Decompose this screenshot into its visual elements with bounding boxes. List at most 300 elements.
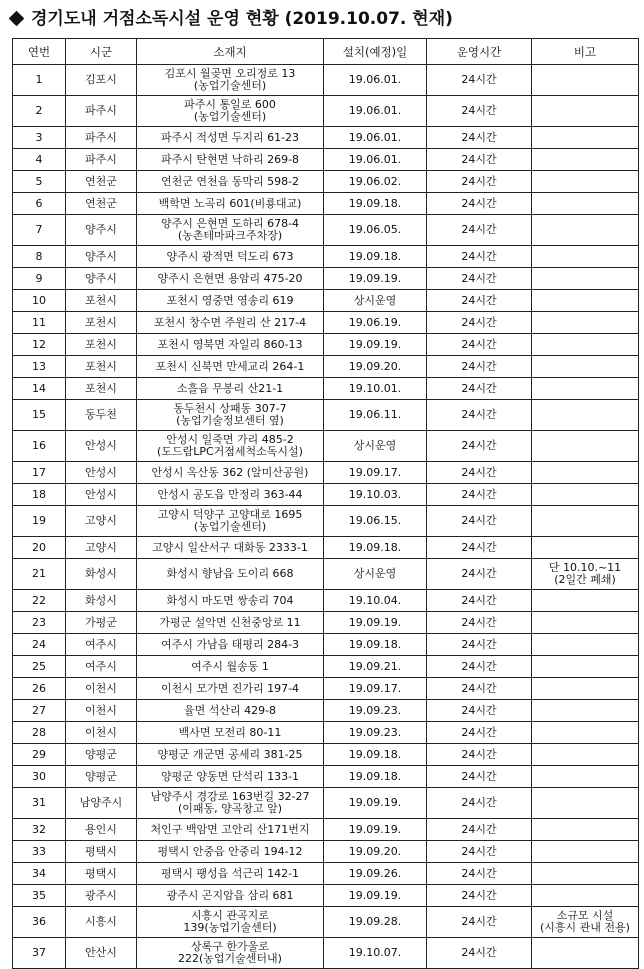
cell-address-line: (농업기술센터) (193, 520, 267, 533)
cell-date: 19.09.18. (324, 537, 427, 559)
cell-no: 35 (13, 885, 66, 907)
cell-address-line: 백사면 모전리 80-11 (178, 725, 282, 739)
cell-no: 24 (13, 634, 66, 656)
cell-address (137, 841, 324, 863)
cell-no: 20 (13, 537, 66, 559)
cell-hours: 24시간 (427, 612, 532, 634)
cell-address-line: 평택시 팽성읍 석근리 142-1 (160, 866, 300, 880)
cell-note (532, 312, 639, 334)
table-row (13, 400, 639, 431)
cell-address (137, 590, 324, 612)
cell-date: 19.09.23. (324, 722, 427, 744)
cell-city: 포천시 (66, 378, 137, 400)
cell-date: 19.09.20. (324, 356, 427, 378)
cell-address (137, 537, 324, 559)
cell-date: 19.06.01. (324, 149, 427, 171)
table-row (13, 612, 639, 634)
cell-note (532, 656, 639, 678)
cell-address-line: 소흘읍 무봉리 산21-1 (176, 381, 284, 395)
cell-note (532, 431, 639, 462)
cell-address (137, 290, 324, 312)
cell-note (532, 766, 639, 788)
table-row (13, 678, 639, 700)
cell-address-line: 광주시 곤지암읍 삼리 681 (166, 888, 294, 902)
cell-city: 고양시 (66, 537, 137, 559)
cell-address (137, 246, 324, 268)
cell-no: 8 (13, 246, 66, 268)
cell-address-line: 가평군 설악면 신천중앙로 11 (159, 615, 301, 629)
cell-hours: 24시간 (427, 907, 532, 938)
cell-date: 19.10.04. (324, 590, 427, 612)
cell-date: 19.09.18. (324, 744, 427, 766)
cell-date: 19.09.28. (324, 907, 427, 938)
cell-hours: 24시간 (427, 656, 532, 678)
cell-hours: 24시간 (427, 559, 532, 590)
cell-city: 이천시 (66, 722, 137, 744)
cell-note (532, 400, 639, 431)
cell-address (137, 462, 324, 484)
cell-address (137, 863, 324, 885)
cell-note-line: (2일간 폐쇄) (554, 573, 616, 586)
cell-no: 28 (13, 722, 66, 744)
cell-city: 양평군 (66, 744, 137, 766)
table-row (13, 215, 639, 246)
cell-address (137, 400, 324, 431)
cell-city: 가평군 (66, 612, 137, 634)
cell-no: 12 (13, 334, 66, 356)
cell-city: 고양시 (66, 506, 137, 537)
table-row (13, 938, 639, 969)
cell-address-line: 평택시 안중읍 안중리 194-12 (157, 844, 303, 858)
cell-no: 19 (13, 506, 66, 537)
cell-date: 19.09.19. (324, 885, 427, 907)
cell-date: 19.06.19. (324, 312, 427, 334)
cell-address-line: 파주시 통일로 600 (184, 98, 276, 111)
cell-city: 김포시 (66, 65, 137, 96)
cell-city: 평택시 (66, 841, 137, 863)
table-row (13, 841, 639, 863)
cell-address-line: 고양시 일산서구 대화동 2333-1 (152, 540, 308, 554)
cell-address-line: 율면 석산리 429-8 (183, 703, 277, 717)
cell-address (137, 819, 324, 841)
cell-no: 32 (13, 819, 66, 841)
cell-city: 포천시 (66, 312, 137, 334)
cell-date: 19.09.18. (324, 766, 427, 788)
cell-hours: 24시간 (427, 678, 532, 700)
cell-address (137, 149, 324, 171)
cell-date: 19.10.07. (324, 938, 427, 969)
cell-note (532, 378, 639, 400)
cell-address (137, 938, 324, 969)
cell-city: 파주시 (66, 96, 137, 127)
table-row (13, 722, 639, 744)
cell-address (137, 193, 324, 215)
cell-address-line: 양주시 은현면 용암리 475-20 (157, 271, 303, 285)
cell-hours: 24시간 (427, 65, 532, 96)
cell-address-line: 연천군 연천읍 동막리 598-2 (160, 174, 300, 188)
cell-address-line: 처인구 백암면 고안리 산171번지 (150, 822, 310, 836)
cell-city: 남양주시 (66, 788, 137, 819)
cell-date: 19.09.18. (324, 246, 427, 268)
cell-note (532, 149, 639, 171)
cell-hours: 24시간 (427, 127, 532, 149)
cell-city: 양주시 (66, 215, 137, 246)
cell-address (137, 378, 324, 400)
cell-city: 광주시 (66, 885, 137, 907)
cell-hours: 24시간 (427, 378, 532, 400)
cell-no: 1 (13, 65, 66, 96)
cell-city: 연천군 (66, 171, 137, 193)
cell-hours: 24시간 (427, 431, 532, 462)
cell-hours: 24시간 (427, 462, 532, 484)
cell-no: 11 (13, 312, 66, 334)
cell-address-line: 파주시 탄현면 낙하리 269-8 (160, 152, 300, 166)
cell-no: 25 (13, 656, 66, 678)
cell-city: 용인시 (66, 819, 137, 841)
table-row (13, 537, 639, 559)
cell-no: 7 (13, 215, 66, 246)
cell-hours: 24시간 (427, 246, 532, 268)
cell-date: 상시운영 (324, 431, 427, 462)
facility-table (12, 38, 639, 969)
cell-address-line: 양주시 은현면 도하리 678-4 (160, 217, 300, 230)
cell-no: 31 (13, 788, 66, 819)
table-row (13, 149, 639, 171)
cell-note (532, 885, 639, 907)
cell-address (137, 766, 324, 788)
cell-no: 10 (13, 290, 66, 312)
cell-address-line: (농업기술센터) (193, 110, 267, 123)
diamond-bullet-icon (9, 10, 25, 26)
cell-address-line: 화성시 향남읍 도이리 668 (166, 567, 294, 580)
cell-hours: 24시간 (427, 537, 532, 559)
cell-address-line: (도드람LPC거점세척소독시설) (157, 445, 303, 458)
cell-city: 이천시 (66, 700, 137, 722)
cell-date: 19.09.18. (324, 634, 427, 656)
cell-address (137, 612, 324, 634)
cell-hours: 24시간 (427, 744, 532, 766)
cell-address-line: 양평군 양동면 단석리 133-1 (160, 769, 300, 783)
table-row (13, 700, 639, 722)
cell-note (532, 334, 639, 356)
cell-no: 23 (13, 612, 66, 634)
cell-no: 13 (13, 356, 66, 378)
cell-note (532, 268, 639, 290)
cell-address-line: 화성시 마도면 쌍송리 704 (166, 593, 294, 607)
cell-city: 포천시 (66, 290, 137, 312)
cell-hours: 24시간 (427, 149, 532, 171)
cell-date: 19.06.05. (324, 215, 427, 246)
cell-date: 19.09.21. (324, 656, 427, 678)
cell-address-line: (농업기술정보센터 옆) (176, 414, 284, 427)
cell-date: 19.09.19. (324, 268, 427, 290)
cell-city: 화성시 (66, 590, 137, 612)
cell-hours: 24시간 (427, 819, 532, 841)
cell-hours: 24시간 (427, 885, 532, 907)
cell-hours: 24시간 (427, 484, 532, 506)
cell-address-line: (농촌테마파크주차장) (177, 229, 283, 242)
cell-hours: 24시간 (427, 766, 532, 788)
cell-address-line: 안성시 공도읍 만정리 363-44 (157, 487, 303, 501)
cell-note-line: (시흥시 관내 전용) (540, 921, 630, 934)
cell-note (532, 819, 639, 841)
cell-date: 19.09.23. (324, 700, 427, 722)
cell-address-line: (농업기술센터) (193, 79, 267, 92)
cell-address-line: 백학면 노곡리 601(비룡대교) (158, 196, 302, 210)
cell-city: 양주시 (66, 246, 137, 268)
cell-note (532, 590, 639, 612)
cell-address-line: 222(농업기술센터내) (178, 952, 282, 965)
cell-address (137, 700, 324, 722)
cell-address (137, 334, 324, 356)
column-header-note: 비고 (532, 39, 639, 65)
table-row (13, 378, 639, 400)
cell-hours: 24시간 (427, 634, 532, 656)
table-row (13, 484, 639, 506)
cell-date: 19.06.01. (324, 96, 427, 127)
cell-address-line: 김포시 월곶면 오리정로 13 (164, 67, 296, 80)
cell-no: 18 (13, 484, 66, 506)
table-row (13, 290, 639, 312)
table-row (13, 590, 639, 612)
cell-date: 19.06.01. (324, 65, 427, 96)
cell-hours: 24시간 (427, 96, 532, 127)
cell-no: 37 (13, 938, 66, 969)
cell-city: 파주시 (66, 127, 137, 149)
cell-address (137, 215, 324, 246)
cell-note (532, 356, 639, 378)
cell-hours: 24시간 (427, 268, 532, 290)
page-title-text: 경기도내 거점소독시설 운영 현황 (2019.10.07. 현재) (31, 9, 453, 29)
cell-address-line: 이천시 모가면 진가리 197-4 (160, 681, 300, 695)
column-header-no: 연번 (13, 39, 66, 65)
cell-no: 22 (13, 590, 66, 612)
cell-no: 30 (13, 766, 66, 788)
table-row (13, 559, 639, 590)
cell-date: 19.09.17. (324, 678, 427, 700)
cell-address (137, 788, 324, 819)
cell-address (137, 907, 324, 938)
cell-no: 14 (13, 378, 66, 400)
cell-city: 여주시 (66, 656, 137, 678)
cell-address (137, 506, 324, 537)
table-header-row (13, 39, 639, 65)
cell-address-line: 상록구 한가울로 (191, 940, 269, 953)
cell-address-line: 시흥시 관곡지로 (191, 909, 269, 922)
cell-address (137, 127, 324, 149)
cell-date: 19.06.11. (324, 400, 427, 431)
cell-address (137, 171, 324, 193)
cell-note (532, 938, 639, 969)
cell-hours: 24시간 (427, 938, 532, 969)
cell-date: 상시운영 (324, 559, 427, 590)
column-header-address: 소재지 (137, 39, 324, 65)
cell-address (137, 656, 324, 678)
cell-no: 15 (13, 400, 66, 431)
cell-address (137, 268, 324, 290)
table-row (13, 246, 639, 268)
cell-date: 19.10.01. (324, 378, 427, 400)
table-row (13, 766, 639, 788)
column-header-hours: 운영시간 (427, 39, 532, 65)
cell-address (137, 484, 324, 506)
cell-city: 안성시 (66, 462, 137, 484)
cell-address-line: 양주시 광적면 덕도리 673 (166, 249, 294, 263)
table-row (13, 819, 639, 841)
cell-no: 3 (13, 127, 66, 149)
cell-note (532, 907, 639, 938)
cell-city: 포천시 (66, 334, 137, 356)
cell-no: 34 (13, 863, 66, 885)
cell-city: 양주시 (66, 268, 137, 290)
table-row (13, 656, 639, 678)
cell-address (137, 744, 324, 766)
cell-address-line: 여주시 가남읍 태평리 284-3 (160, 637, 300, 651)
cell-address-line: 안성시 옥산동 362 (알미산공원) (151, 465, 309, 479)
cell-address-line: 포천시 창수면 주원리 산 217-4 (153, 315, 307, 329)
cell-note (532, 171, 639, 193)
cell-address-line: (이패동, 양곡창고 앞) (177, 802, 283, 815)
cell-note (532, 290, 639, 312)
cell-date: 상시운영 (324, 290, 427, 312)
cell-note (532, 700, 639, 722)
table-row (13, 863, 639, 885)
cell-hours: 24시간 (427, 722, 532, 744)
cell-date: 19.09.17. (324, 462, 427, 484)
table-row (13, 127, 639, 149)
column-header-city: 시군 (66, 39, 137, 65)
table-row (13, 65, 639, 96)
cell-hours: 24시간 (427, 863, 532, 885)
cell-no: 26 (13, 678, 66, 700)
cell-hours: 24시간 (427, 171, 532, 193)
cell-address-line: 여주시 월송동 1 (191, 659, 269, 673)
cell-city: 포천시 (66, 356, 137, 378)
cell-note (532, 744, 639, 766)
cell-address (137, 885, 324, 907)
cell-no: 9 (13, 268, 66, 290)
cell-note (532, 193, 639, 215)
cell-note-line: 소규모 시설 (556, 909, 614, 922)
cell-no: 33 (13, 841, 66, 863)
cell-no: 29 (13, 744, 66, 766)
cell-note (532, 863, 639, 885)
cell-no: 21 (13, 559, 66, 590)
cell-note (532, 634, 639, 656)
cell-no: 27 (13, 700, 66, 722)
cell-note (532, 462, 639, 484)
table-row (13, 885, 639, 907)
cell-note (532, 841, 639, 863)
cell-address-line: 동두천시 상패동 307-7 (173, 402, 287, 415)
cell-no: 2 (13, 96, 66, 127)
cell-hours: 24시간 (427, 215, 532, 246)
cell-city: 평택시 (66, 863, 137, 885)
cell-date: 19.09.19. (324, 788, 427, 819)
cell-date: 19.09.18. (324, 193, 427, 215)
cell-city: 이천시 (66, 678, 137, 700)
cell-address (137, 96, 324, 127)
cell-note (532, 215, 639, 246)
cell-address-line: 양평군 개군면 공세리 381-25 (157, 747, 303, 761)
cell-note (532, 559, 639, 590)
cell-hours: 24시간 (427, 193, 532, 215)
cell-note (532, 506, 639, 537)
table-row (13, 171, 639, 193)
cell-city: 안산시 (66, 938, 137, 969)
cell-city: 양평군 (66, 766, 137, 788)
cell-city: 화성시 (66, 559, 137, 590)
cell-address-line: 남양주시 경강로 163번길 32-27 (150, 790, 310, 803)
cell-note (532, 246, 639, 268)
cell-date: 19.09.20. (324, 841, 427, 863)
cell-address-line: 파주시 적성면 두지리 61-23 (160, 130, 300, 144)
page-title (8, 4, 453, 34)
cell-city: 동두천 (66, 400, 137, 431)
cell-note (532, 96, 639, 127)
cell-date: 19.06.15. (324, 506, 427, 537)
cell-no: 6 (13, 193, 66, 215)
cell-address (137, 722, 324, 744)
table-row (13, 431, 639, 462)
table-row (13, 506, 639, 537)
cell-hours: 24시간 (427, 290, 532, 312)
table-row (13, 312, 639, 334)
cell-note (532, 678, 639, 700)
cell-no: 36 (13, 907, 66, 938)
cell-address (137, 559, 324, 590)
cell-date: 19.09.26. (324, 863, 427, 885)
cell-address (137, 312, 324, 334)
cell-address (137, 356, 324, 378)
cell-hours: 24시간 (427, 700, 532, 722)
cell-note (532, 65, 639, 96)
cell-address (137, 431, 324, 462)
cell-city: 여주시 (66, 634, 137, 656)
table-row (13, 634, 639, 656)
cell-address-line: 포천시 영북면 자일리 860-13 (157, 337, 303, 351)
cell-date: 19.06.01. (324, 127, 427, 149)
cell-city: 안성시 (66, 431, 137, 462)
cell-address (137, 634, 324, 656)
cell-hours: 24시간 (427, 841, 532, 863)
table-row (13, 744, 639, 766)
table-row (13, 96, 639, 127)
column-header-date: 설치(예정)일 (324, 39, 427, 65)
cell-no: 5 (13, 171, 66, 193)
cell-hours: 24시간 (427, 788, 532, 819)
cell-no: 4 (13, 149, 66, 171)
cell-hours: 24시간 (427, 334, 532, 356)
cell-address-line: 고양시 덕양구 고양대로 1695 (157, 508, 303, 521)
cell-date: 19.09.19. (324, 819, 427, 841)
table-row (13, 356, 639, 378)
cell-note (532, 612, 639, 634)
cell-no: 16 (13, 431, 66, 462)
cell-hours: 24시간 (427, 590, 532, 612)
table-row (13, 907, 639, 938)
cell-date: 19.10.03. (324, 484, 427, 506)
cell-note (532, 484, 639, 506)
cell-city: 시흥시 (66, 907, 137, 938)
cell-no: 17 (13, 462, 66, 484)
table-row (13, 268, 639, 290)
table-row (13, 334, 639, 356)
table-row (13, 193, 639, 215)
cell-note (532, 127, 639, 149)
cell-hours: 24시간 (427, 356, 532, 378)
cell-hours: 24시간 (427, 506, 532, 537)
